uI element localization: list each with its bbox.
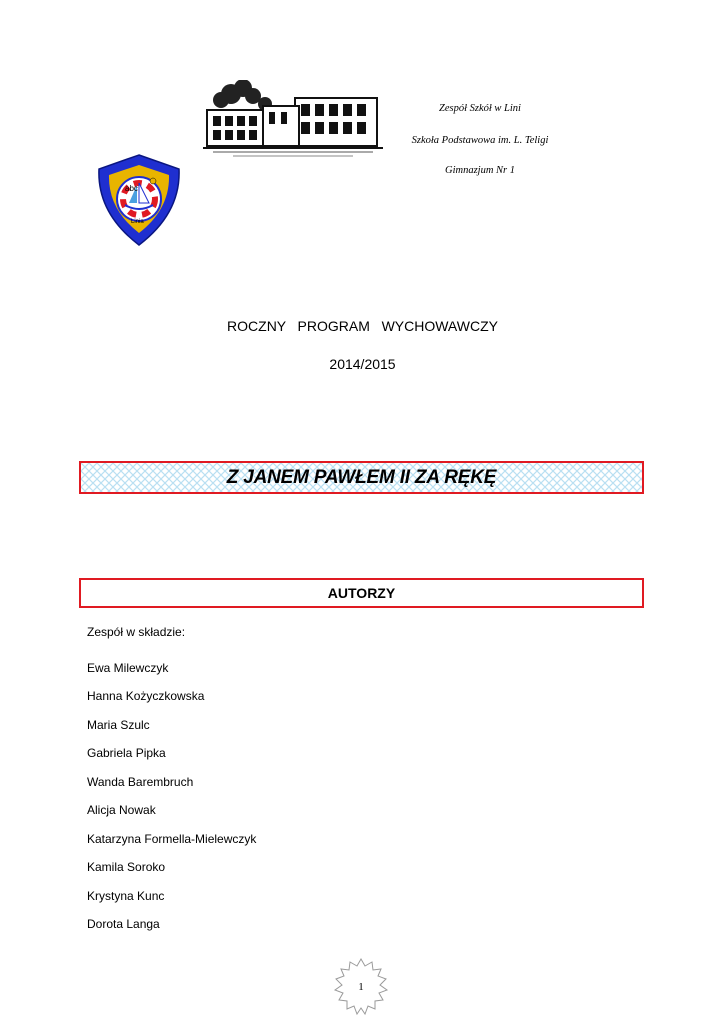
crest-abc-text: abc: [125, 184, 138, 193]
team-intro: Zespół w składzie:: [87, 625, 186, 639]
author-name: Katarzyna Formella-Mielewczyk: [87, 832, 257, 846]
authors-heading: AUTORZY: [327, 585, 396, 601]
author-name: Alicja Nowak: [87, 803, 156, 817]
author-name: Dorota Langa: [87, 917, 160, 931]
author-name: Ewa Milewczyk: [87, 661, 169, 675]
school-gymnasium-line: Gimnazjum Nr 1: [444, 165, 515, 176]
page-number: 1: [358, 981, 364, 993]
school-primary-line: Szkoła Podstawowa im. L. Teligi: [411, 135, 549, 146]
school-building-image: [203, 80, 383, 160]
author-name: Kamila Soroko: [87, 860, 166, 874]
program-year: 2014/2015: [329, 356, 396, 372]
authors-box: [79, 578, 644, 608]
school-crest-logo: [95, 153, 183, 247]
motto-title: Z JANEM PAWŁEM II ZA RĘKĘ: [226, 466, 497, 488]
author-name: Maria Szulc: [87, 718, 150, 732]
program-title: ROCZNY PROGRAM WYCHOWAWCZY: [227, 318, 498, 334]
school-name-line: Zespół Szkół w Lini: [439, 103, 521, 114]
author-name: Hanna Kożyczkowska: [87, 689, 205, 703]
crest-linia-text: Linia: [131, 219, 144, 225]
motto-box: [79, 461, 644, 494]
author-name: Gabriela Pipka: [87, 746, 166, 760]
author-name: Wanda Barembruch: [87, 775, 194, 789]
page-number-badge: [330, 957, 392, 1017]
author-name: Krystyna Kunc: [87, 889, 165, 903]
